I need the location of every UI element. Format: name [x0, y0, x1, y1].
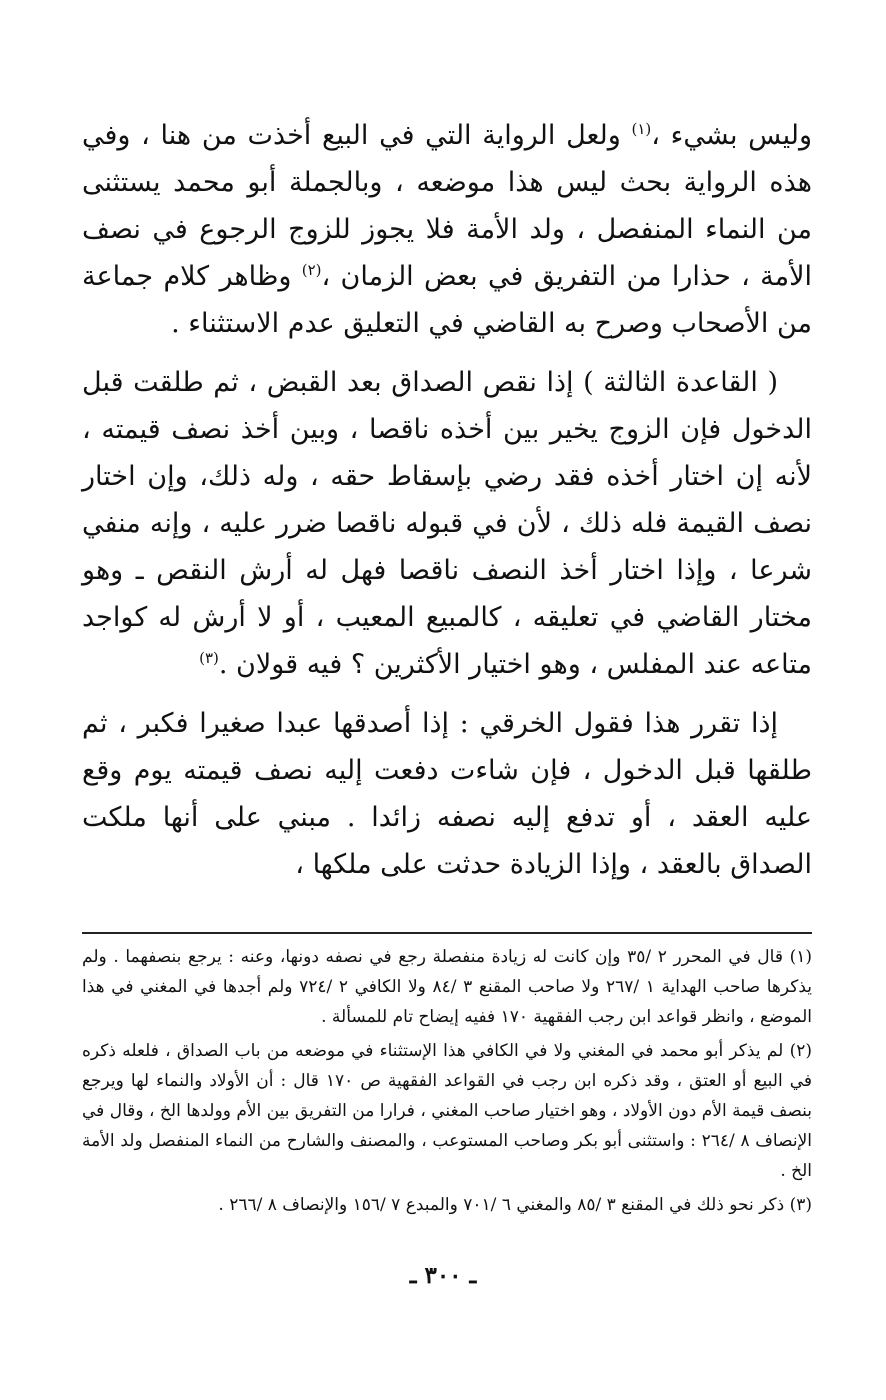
body-paragraph-2	[82, 359, 812, 688]
footnote-1: (١) قال في المحرر ٢ /٣٥ وإن كانت له زيادة منفصلة رجع في نصفه دونها، وعنه : يرجع بنصفهما . ولم يذكرها صاحب الهداية ١ /٢٦٧ ولا صاحب المقنع ٣ /٨٤ ولا الكافي ٢ /٧٢٤ ولم أجدها في المغني في هذا الموضع ، وانظر قواعد ابن رجب الفقهية ١٧٠ ففيه إيضاح تام للمسألة .	[82, 947, 812, 1027]
body-paragraph-3: إذا تقرر هذا فقول الخرقي : إذا أصدقها عبدا صغيرا فكبر ، ثم طلقها قبل الدخول ، فإن شاءت دفعت إليه نصف قيمته يوم وقع عليه العقد ، أو تدفع إليه نصفه زائدا . مبني على أنها ملكت الصداق بالعقد ، وإذا الزيادة حدثت على ملكها ،	[82, 708, 812, 880]
footnotes-section	[82, 942, 812, 1220]
footnote-2: (٢) لم يذكر أبو محمد في المغني ولا في الكافي هذا الإستثناء في موضعه من باب الصداق ، فلعله ذكره في البيع أو العتق ، وقد ذكره ابن رجب في القواعد الفقهية ص ١٧٠ قال : أن الأولاد والنماء لها ويرجع بنصف قيمة الأم دون الأولاد ، وهو اختيار صاحب المغني ، فرارا من التفريق بين الأم وولدها الخ ، وقال في الإنصاف ٨ /٢٦٤ : واستثنى أبو بكر وصاحب المستوعب ، والمصنف والشارح من النماء المنفصل ولد الأمة الخ .	[82, 1041, 812, 1181]
paragraph-1-text-part-1: وليس بشيء ،	[651, 120, 812, 151]
footnote-ref-1: (١)	[631, 120, 652, 138]
footnote-separator-rule	[82, 932, 812, 934]
paragraph-1-text-part-3: وظاهر كلام جماعة من الأصحاب وصرح به القاضي في التعليق عدم الاستثناء .	[82, 261, 812, 339]
paragraph-1-text-part-2: ولعل الرواية التي في البيع أخذت من هنا ، وفي هذه الرواية بحث ليس هذا موضعه ، وبالجملة أبو محمد يستثنى من النماء المنفصل ، ولد الأمة فلا يجوز للزوج الرجوع في نصف الأمة ، حذارا من التفريق في بعض الزمان ،	[82, 120, 812, 292]
footnote-ref-2: (٢)	[301, 261, 322, 279]
page-body	[82, 112, 812, 888]
body-paragraph-1	[82, 112, 812, 347]
paragraph-2-text: ( القاعدة الثالثة ) إذا نقص الصداق بعد القبض ، ثم طلقت قبل الدخول فإن الزوج يخير بين أخذه ناقصا ، وبين أخذ نصف قيمته ، لأنه إن اختار أخذه فقد رضي بإسقاط حقه ، وله ذلك، وإن اختار نصف القيمة فله ذلك ، لأن في قبوله ناقصا ضرر عليه ، وإنه منفي شرعا ، وإذا اختار أخذ النصف ناقصا فهل له أرش النقص ـ وهو مختار القاضي في تعليقه ، كالمبيع المعيب ، أو لا أرش له كواجد متاعه عند المفلس ، وهو اختيار الأكثرين ؟ فيه قولان .	[82, 367, 812, 680]
footnote-ref-3: (٣)	[199, 649, 219, 667]
page-number: ـ ٣٠٠ ـ	[409, 1262, 477, 1289]
footnote-3: (٣) ذكر نحو ذلك في المقنع ٣ /٨٥ والمغني ٦ /٧٠١ والمبدع ٧ /١٥٦ والإنصاف ٨ /٢٦٦ .	[218, 1195, 812, 1215]
